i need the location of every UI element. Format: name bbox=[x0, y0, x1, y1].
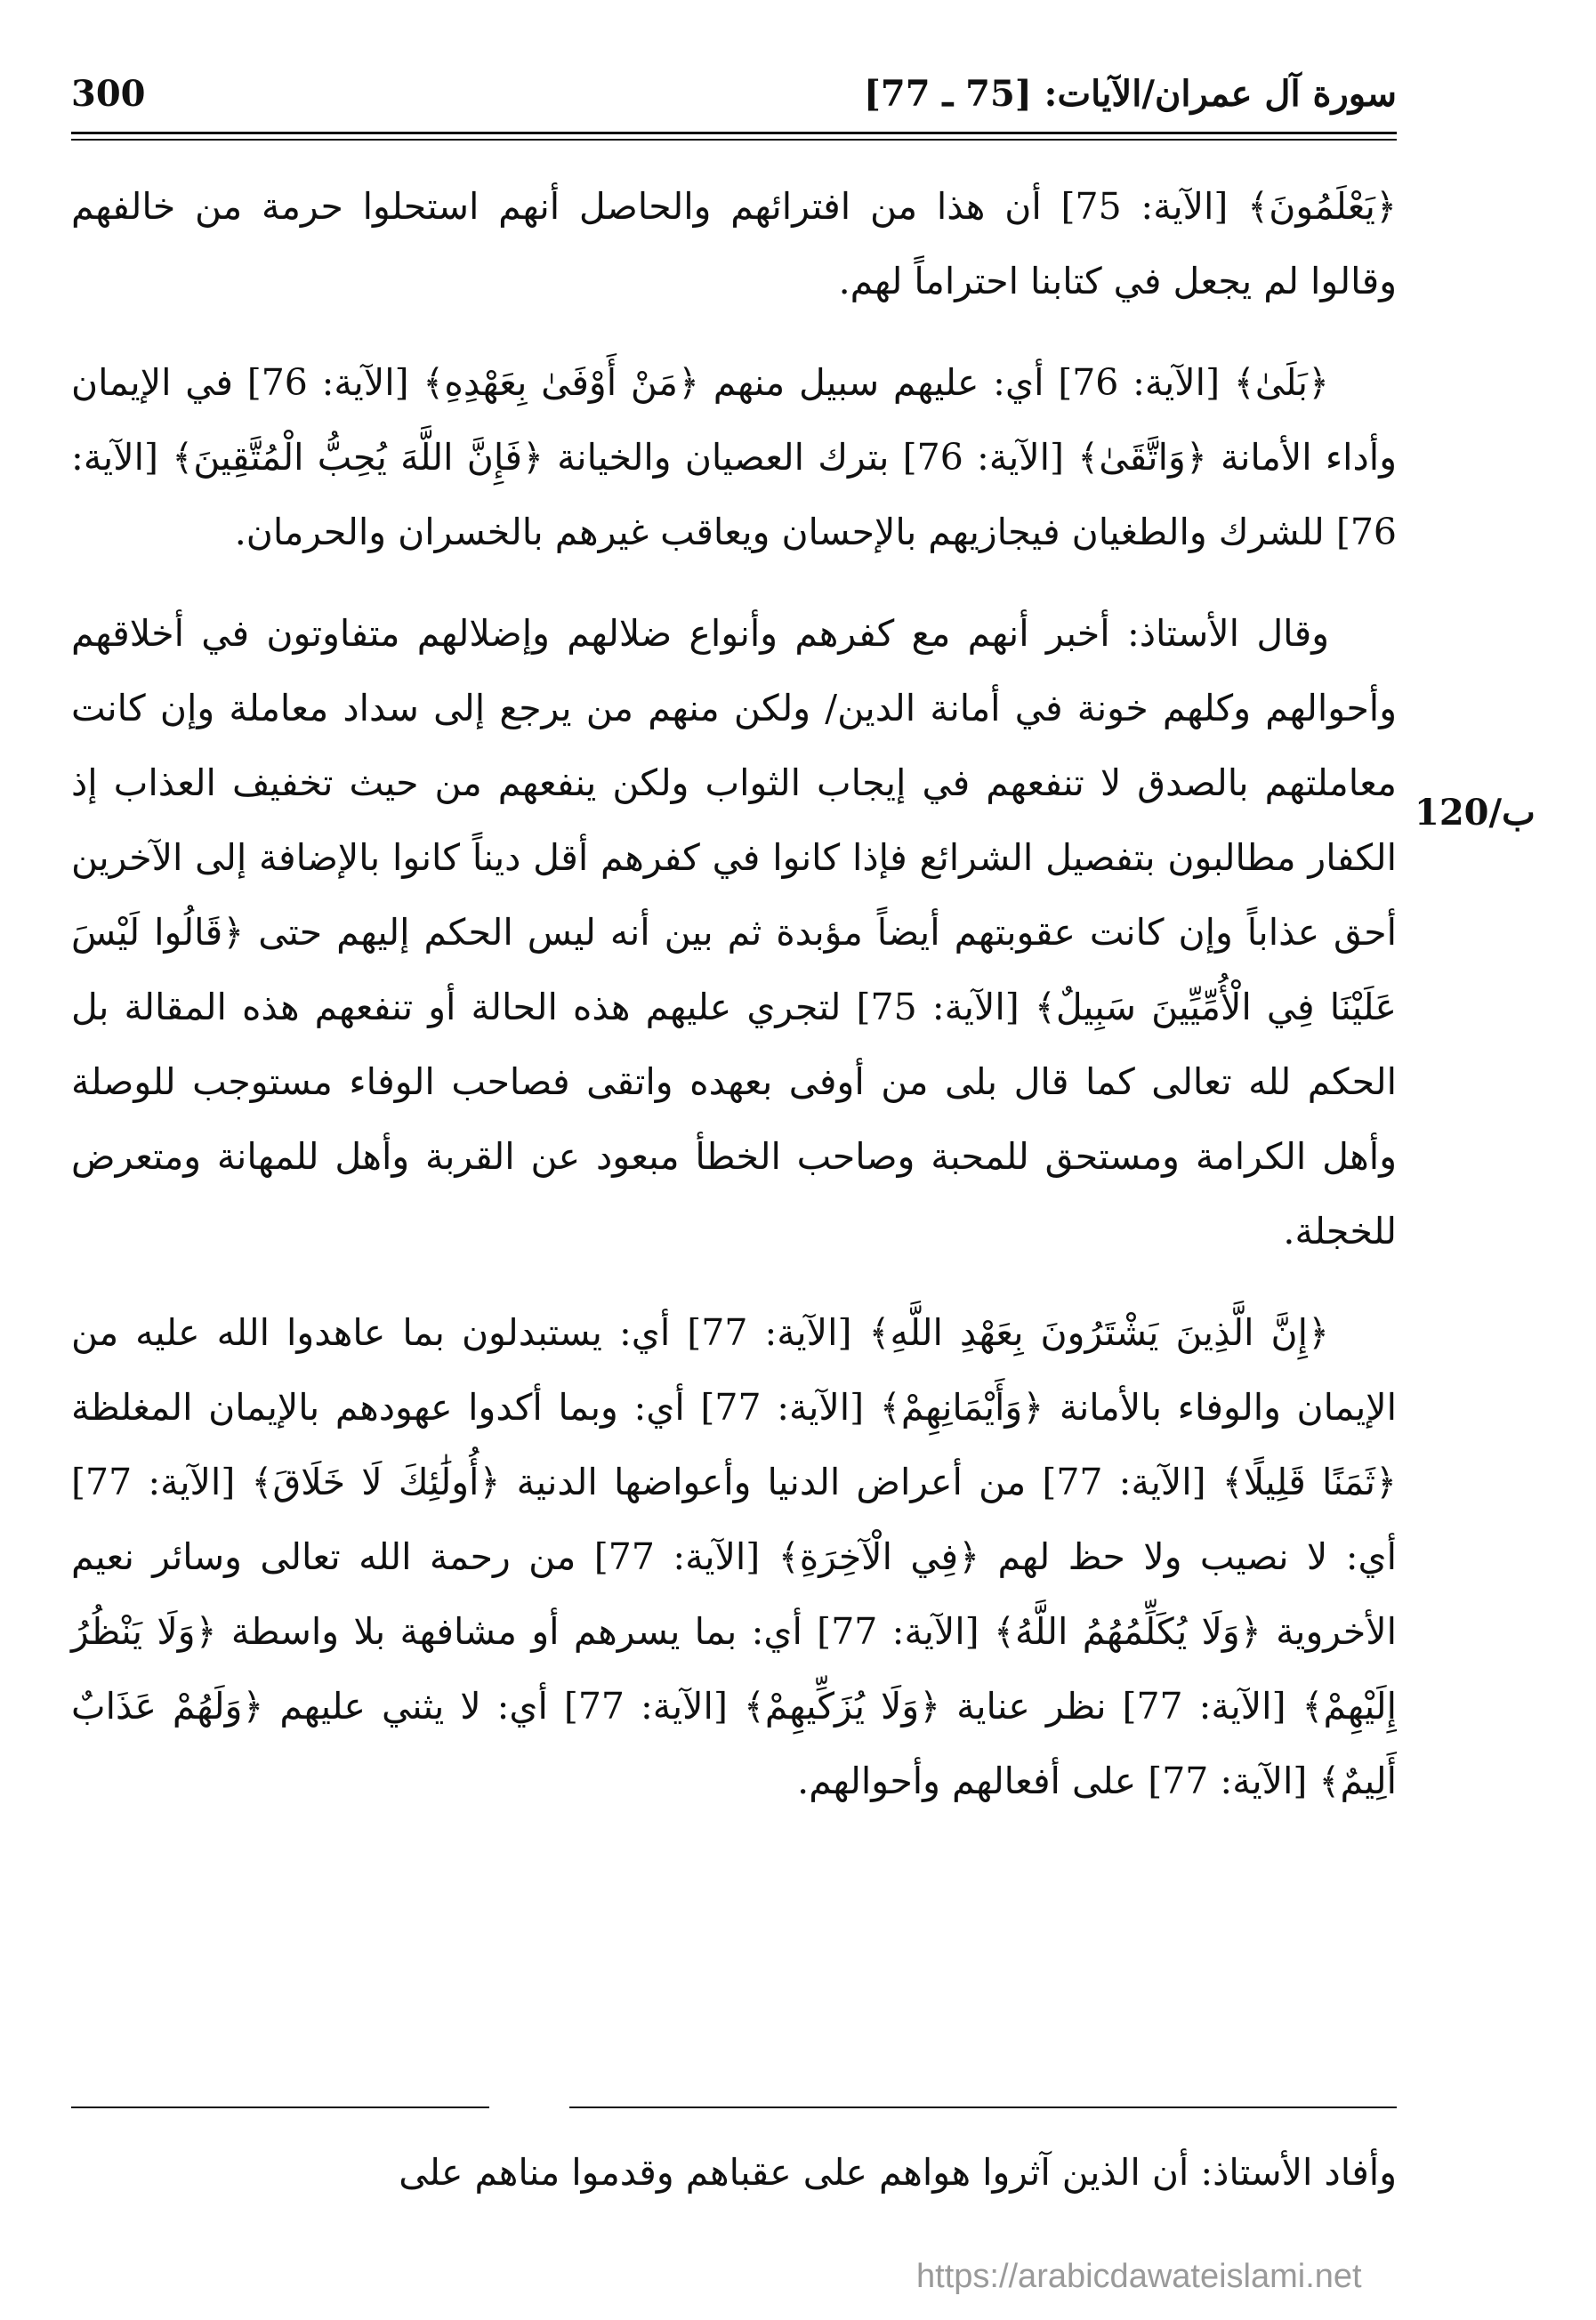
site-watermark: https://arabicdawateislami.net bbox=[916, 2258, 1362, 2295]
main-text bbox=[71, 169, 1397, 1845]
paragraph-1: ﴿يَعْلَمُونَ﴾ [الآية: 75] أن هذا من افترائهم والحاصل أنهم استحلوا حرمة من خالفهم وقالوا لم يجعل في كتابنا احتراماً لهم. bbox=[71, 185, 1397, 302]
page-number: 300 bbox=[71, 73, 146, 115]
paragraph-3: وقال الأستاذ: أخبر أنهم مع كفرهم وأنواع ضلالهم وإضلالهم متفاوتون في أخلاقهم وأحوالهم وكلهم خونة في أمانة الدين/ ولكن منهم من يرجع إلى سداد معاملة وإن كانت معاملتهم بالصدق لا تنفعهم في إيجاب الثواب ولكن ينفعهم من حيث تخفيف العذاب إذ الكفار مطالبون بتفصيل الشرائع فإذا كانوا في كفرهم أقل ديناً كانوا بالإضافة إلى الآخرين أحق عذاباً وإن كانت عقوبتهم أيضاً مؤبدة ثم بين أنه ليس الحكم إليهم حتى ﴿قَالُوا لَيْسَ عَلَيْنَا فِي الْأُمِّيِّينَ سَبِيلٌ﴾ [الآية: 75] لتجري عليهم هذه الحالة أو تنفعهم هذه المقالة بل الحكم لله تعالى كما قال بلى من أوفى بعهده واتقى فصاحب الوفاء مستوجب للوصلة وأهل الكرامة ومستحق للمحبة وصاحب الخطأ مبعود عن القربة وأهل للمهانة ومتعرض للخجلة. bbox=[71, 612, 1398, 1253]
running-title: سورة آل عمران/الآيات: [75 ـ 77] bbox=[863, 73, 1397, 115]
page-header bbox=[71, 73, 1397, 128]
footnote-text: وأفاد الأستاذ: أن الذين آثروا هواهم على عقباهم وقدموا مناهم على bbox=[399, 2151, 1397, 2194]
footnote-separator-left bbox=[71, 2107, 489, 2108]
manuscript-folio-note: 120/ب bbox=[1415, 792, 1536, 834]
paragraph-2: ﴿بَلَىٰ﴾ [الآية: 76] أي: عليهم سبيل منهم ﴿مَنْ أَوْفَىٰ بِعَهْدِهِ﴾ [الآية: 76] في الإيمان وأداء الأمانة ﴿وَاتَّقَىٰ﴾ [الآية: 76] بترك العصيان والخيانة ﴿فَإِنَّ اللَّهَ يُحِبُّ الْمُتَّقِينَ﴾ [الآية: 76] للشرك والطغيان فيجازيهم بالإحسان ويعاقب غيرهم بالخسران والحرمان. bbox=[71, 361, 1397, 553]
header-rule-thick bbox=[71, 132, 1397, 134]
paragraph-4: ﴿إِنَّ الَّذِينَ يَشْتَرُونَ بِعَهْدِ اللَّهِ﴾ [الآية: 77] أي: يستبدلون بما عاهدوا الله عليه من الإيمان والوفاء بالأمانة ﴿وَأَيْمَانِهِمْ﴾ [الآية: 77] أي: وبما أكدوا عهودهم بالإيمان المغلظة ﴿ثَمَنًا قَلِيلًا﴾ [الآية: 77] من أعراض الدنيا وأعواضها الدنية ﴿أُولَٰئِكَ لَا خَلَاقَ﴾ [الآية: 77] أي: لا نصيب ولا حظ لهم ﴿فِي الْآخِرَةِ﴾ [الآية: 77] من رحمة الله تعالى وسائر نعيم الأخروية ﴿وَلَا يُكَلِّمُهُمُ اللَّهُ﴾ [الآية: 77] أي: بما يسرهم أو مشافهة بلا واسطة ﴿وَلَا يَنْظُرُ إِلَيْهِمْ﴾ [الآية: 77] نظر عناية ﴿وَلَا يُزَكِّيهِمْ﴾ [الآية: 77] أي: لا يثني عليهم ﴿وَلَهُمْ عَذَابٌ أَلِيمٌ﴾ [الآية: 77] على أفعالهم وأحوالهم. bbox=[71, 1311, 1398, 1802]
header-rule-thin bbox=[71, 139, 1397, 141]
footnote-separator bbox=[569, 2107, 1397, 2108]
